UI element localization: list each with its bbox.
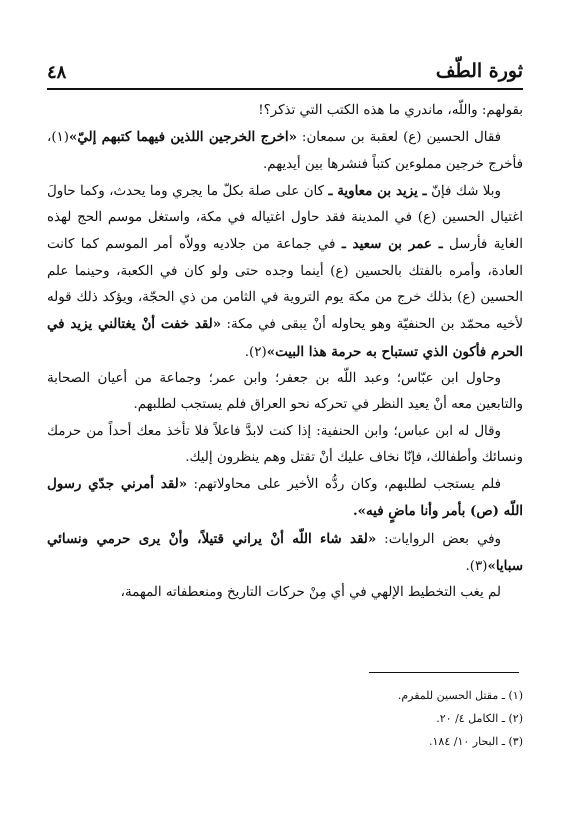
p4-text: وحاول ابن عبّاس؛ وعبد اللّه بن جعفر؛ وابن عمر؛ وجماعة من أعيان الصحابة والتابعين معه أنْ يعيد النظر في تحركه نحو العراق فلم يستجب لطلبهم. (47, 370, 523, 413)
p3-name-umar: ـ عمر بن سعيد ـ (341, 236, 443, 253)
paragraph-6 (47, 471, 523, 526)
p3-quote: «لقد خفت أنْ يغتالني يزيد في الحرم فأكون الذي تستباح به حرمة هذا البيت» (47, 316, 523, 360)
footnotes (47, 684, 523, 753)
footnote-1: (١) ـ مقتل الحسين للمقرم. (397, 689, 523, 702)
paragraph-7 (47, 526, 523, 581)
p7-footnote-ref: (٣). (465, 559, 488, 575)
running-head: ثورة الطّف (435, 60, 523, 82)
paragraph-4 (47, 366, 523, 419)
paragraph-8 (47, 580, 523, 606)
paragraph-2 (47, 124, 523, 178)
p7-quote: «لقد شاء اللّه أنْ يراني قتيلاً، وأنْ يرى حرمي ونسائي سبايا» (47, 530, 523, 575)
page-number: ٤٨ (47, 62, 67, 83)
page-header (47, 58, 523, 88)
p3-footnote-ref: (٢). (244, 344, 267, 360)
p2-text: فقال الحسين (ع) لعقبة بن سمعان: (296, 130, 502, 146)
p5-text: وقال له ابن عباس؛ وابن الحنفية: إذا كنت لابدَّ فاعلاً فلا تأخذ معك أحداً من حرمك ونسائك وأطفالك، فإنّا نخاف عليك أنْ تقتل وهم ينظرون إليك. (47, 423, 523, 465)
paragraph-3 (47, 178, 523, 366)
body-text (47, 98, 523, 607)
p7-text: وفي بعض الروايات: (376, 531, 501, 547)
p2-text-end: (١)، فأخرج خرجين مملوءين كتباً فنشرها بين أيديهم. (47, 130, 523, 172)
p2-quote: «اخرج الخرجين اللذين فيهما كتبهم إليّ» (68, 129, 297, 146)
footnote-3: (٣) ـ البحار ١٠/ ١٨٤. (429, 735, 523, 748)
p6-text: فلم يستجب لطلبهم، وكان ردُّه الأخير على محاولاتهم: (187, 477, 502, 493)
p3-text-e: في جماعة من جلاديه وولاّه أمر الموسم كما كانت العادة، وأمره بالفتك بالحسين (ع) أينما وجده حتى ولو كان في الكعبة، وحينما علم الحسين (ع) بذلك خرج من مكة يوم التروية في الثامن من ذي الحجّة، ويؤكد ذلك قوله لأخيه محمّد بن الحنفيّة وهو يحاوله أنْ يبقى في مكة: (47, 237, 523, 333)
header-rule (47, 88, 523, 90)
p3-text-c: كان على صلة بكلّ ما يجري وما يحدث، وكما حاولَ اغتيال الحسين (ع) في المدينة فقد حاول اغتياله في مكة، واستغل موسم الحج لهذه الغاية فأرسل (47, 183, 523, 253)
p8-text: لم يغب التخطيط الإلهي في أي مِنْ حركات التاريخ ومنعطفاته المهمة، (120, 585, 501, 601)
p3-text-a: وبلا شك فإنّ (426, 183, 501, 199)
footnote-2: (٢) ـ الكامل ٤/ ٢٠. (436, 712, 523, 725)
paragraph-1 (47, 98, 523, 124)
p1-text: بقولهم: واللّه، ماندري ما هذه الكتب التي تذكر؟! (258, 103, 523, 118)
p6-quote: «لقد أمرني جدّي رسول اللّه (ص) بأمر وأنا ماضٍ فيه». (47, 476, 523, 520)
p3-name-yazid: ـ يزيد بن معاوية ـ (328, 182, 427, 199)
footnote-rule (369, 672, 519, 673)
paragraph-5 (47, 419, 523, 472)
